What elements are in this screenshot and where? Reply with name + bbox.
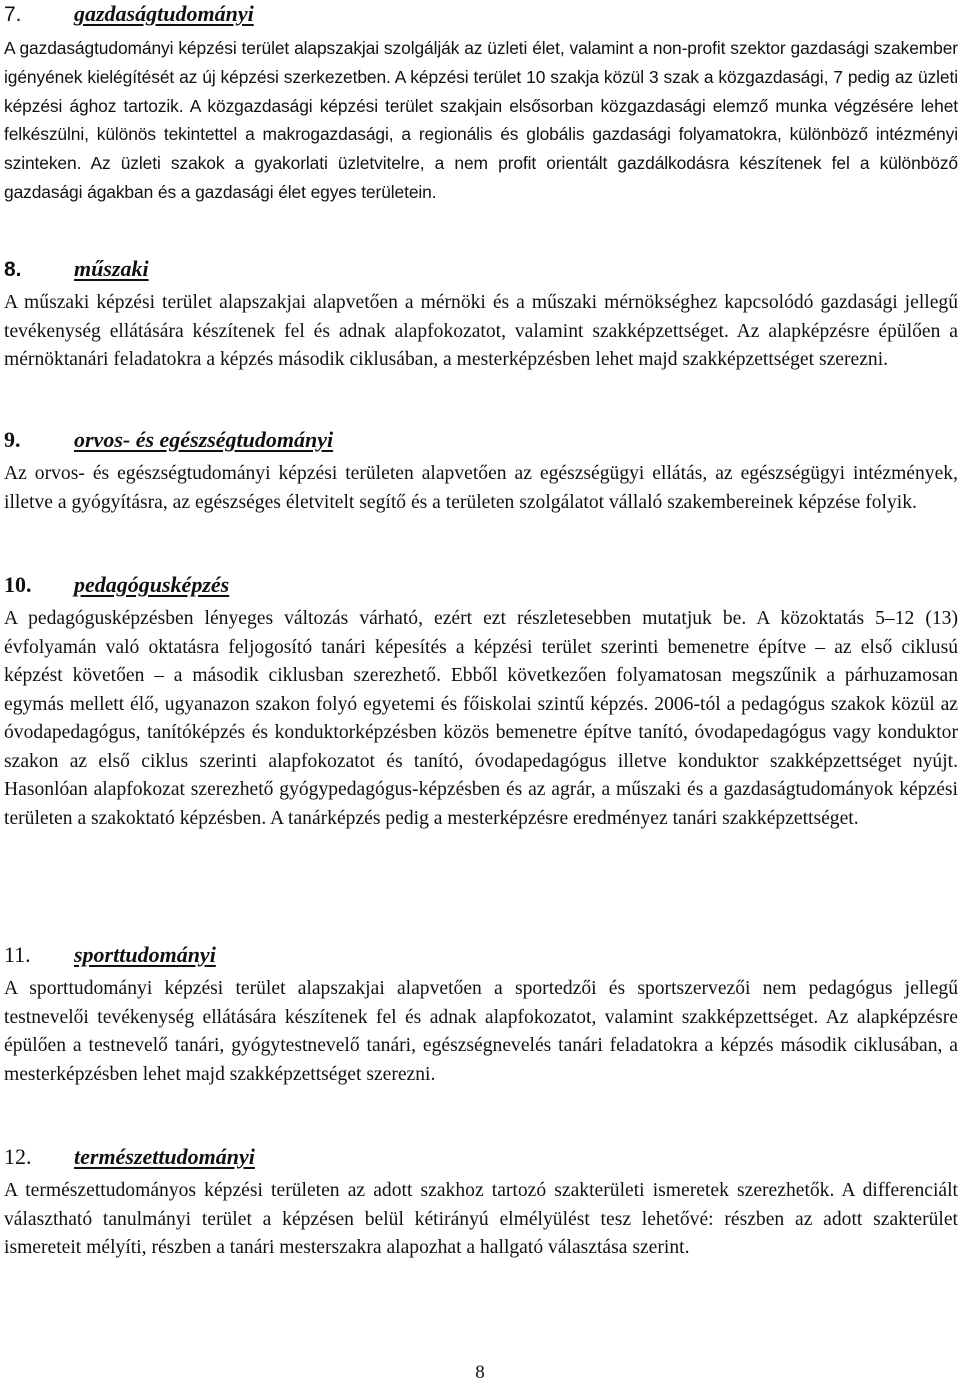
section-pedagoguskepzes	[4, 571, 958, 833]
section-number: 9.	[4, 427, 21, 452]
section-title: pedagógusképzés	[74, 572, 230, 597]
section-paragraph: A természettudományos képzési területen az adott szakhoz tartozó szakterületi ismeretek szerezhetők. A differenciált választható tanulmányi terület a képzésen belül kétirányú elmélyülést tesz lehetővé: részben az adott szakterület ismereteit mélyíti, részben a tanári mesterszakra alapozhat a hallgató választása szerint.	[4, 1180, 958, 1258]
section-title: sporttudományi	[74, 942, 216, 967]
section-heading	[4, 571, 958, 599]
section-termeszettudomanyi	[4, 1143, 958, 1263]
section-gazdasagtudomanyi	[4, 0, 958, 207]
section-number: 12.	[4, 1144, 32, 1169]
section-heading	[4, 0, 958, 28]
page-number: 8	[475, 1362, 485, 1383]
section-heading	[4, 941, 958, 969]
section-number: 11.	[4, 942, 31, 967]
section-paragraph: A műszaki képzési terület alapszakjai alapvetően a mérnöki és a műszaki mérnökséghez kapcsolódó gazdasági jellegű tevékenység ellátására készítenek fel és adnak alapfokozatot, valamint szakképzettséget. Az alapképzésre épülően a mérnöktanári feladatokra a képzés második ciklusában, a mesterképzésben lehet majd szakképzettséget szerezni.	[4, 292, 958, 370]
section-number: 10.	[4, 572, 32, 597]
section-paragraph: A sporttudományi képzési terület alapszakjai alapvetően a sportedzői és sportszervezői nem pedagógus jellegű testnevelői tevékenység ellátására készítenek fel és adnak alapfokozatot, valamint szakképzettséget. Az alapképzésre épülően a testnevelő tanári, gyógytestnevelő tanári, egészségnevelés tanári feladatokra a képzés második ciklusában, a mesterképzésben lehet majd szakképzettséget szerezni.	[4, 978, 958, 1085]
section-heading	[4, 1143, 958, 1171]
section-muszaki	[4, 255, 958, 375]
section-heading	[4, 255, 958, 283]
section-sporttudomanyi	[4, 941, 958, 1089]
section-paragraph: A gazdaságtudományi képzési terület alapszakjai szolgálják az üzleti élet, valamint a non-profit szektor gazdasági szakember igényének kielégítését az új képzési szerkezetben. A képzési terület 10 szakja közül 3 szak a közgazdasági, 7 pedig az üzleti képzési ághoz tartozik. A közgazdasági képzési terület szakjain elsősorban közgazdasági elemző munka végzésére lehet felkészülni, különös tekintettel a makrogazdasági, a regionális és globális gazdasági folyamatokra, különböző intézményi szinteken. Az üzleti szakok a gyakorlati üzletvitelre, a nem profit orientált gazdálkodásra készítenek fel a különböző gazdasági ágakban és a gazdasági élet egyes területein.	[4, 38, 958, 202]
section-title: orvos- és egészségtudományi	[74, 427, 334, 452]
section-heading	[4, 426, 958, 454]
section-number: 7.	[4, 3, 22, 26]
section-title: gazdaságtudományi	[74, 1, 254, 26]
section-number: 8.	[4, 258, 22, 281]
section-paragraph: A pedagógusképzésben lényeges változás várható, ezért ezt részletesebben mutatjuk be. A közoktatás 5–12 (13) évfolyamán való oktatásra feljogosító tanári képesítés a képzési terület szerinti bemenetre építve – az első ciklusú képzést követően – a második ciklusban szerezhető. Ebből következően folyamatosan megszűnik a párhuzamosan egymás mellett élő, ugyanazon szakon folyó egyetemi és főiskolai szintű képzés. 2006-tól a pedagógus szakok közül az óvodapedagógus, tanítóképzés és konduktorképzésben közös bemenetre építve tanító, óvodapedagógus vagy konduktor szakon az első ciklus szerinti alapfokozatot és tanító, óvodapedagógus illetve konduktor szakképzettséget nyújt. Hasonlóan alapfokozat szerezhető gyógypedagógus-képzésben és az agrár, a műszaki és a gazdaságtudományok képzési területen a szakoktató képzésben. A tanárképzés pedig a mesterképzésre eredményez tanári szakképzettséget.	[4, 608, 958, 829]
section-paragraph: Az orvos- és egészségtudományi képzési területen alapvetően az egészségügyi ellátás, az egészségügyi intézmények, illetve a gyógyításra, az egészséges életvitelt segítő és a területen szolgálatot vállaló szakembereinek képzése folyik.	[4, 463, 958, 513]
section-title: természettudományi	[74, 1144, 255, 1169]
section-title: műszaki	[74, 256, 149, 281]
section-orvos-es-egeszsegtudomanyi	[4, 426, 958, 517]
